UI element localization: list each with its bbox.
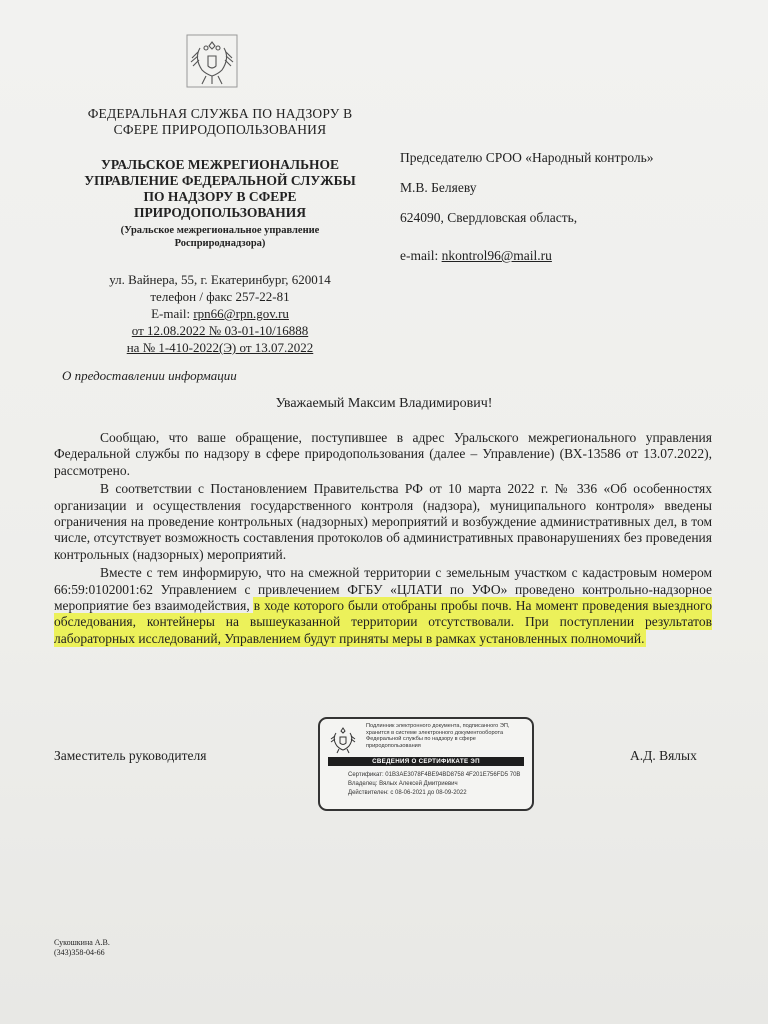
sender-address: ул. Вайнера, 55, г. Екатеринбург, 620014 bbox=[109, 272, 331, 287]
department-name bbox=[40, 157, 400, 221]
department-short-line: (Уральское межрегиональное управление bbox=[120, 225, 320, 236]
department-line: УРАЛЬСКОЕ МЕЖРЕГИОНАЛЬНОЕ bbox=[100, 157, 340, 172]
paragraph-3-text: Вместе с тем информирую, что на смежной территории с земельным участком с кадастровым номером 66:59:0102001:62 Управлением с привлечением ФГБУ «ЦЛАТИ по УФО» проведено контрольно-надзорное мероприятие без взаимодействия, bbox=[54, 565, 712, 614]
paragraph-2: В соответствии с Постановлением Правительства РФ от 10 марта 2022 г. № 336 «Об особенностях организации и осуществления государственного контроля (надзора), муниципального контроля» введены ограничения на проведение контрольных (надзорных) мероприятий и возбуждение административных дел, в том числе, отсутствует возможность составления протоколов об административных правонарушениях без проведения контрольных (надзорных) мероприятий. bbox=[54, 481, 712, 562]
recipient-address: 624090, Свердловская область, bbox=[400, 210, 578, 225]
incoming-reference: на № 1-410-2022(Э) от 13.07.2022 bbox=[126, 340, 314, 355]
recipient-title: Председателю СРОО «Народный контроль» bbox=[400, 150, 654, 165]
letter-subject: О предоставлении информации bbox=[62, 368, 237, 383]
stamp-header: СВЕДЕНИЯ О СЕРТИФИКАТЕ ЭП bbox=[328, 757, 524, 766]
outgoing-reference: от 12.08.2022 № 03-01-10/16888 bbox=[131, 323, 309, 338]
stamp-validity: Действителен: с 08-06-2021 до 08-09-2022 bbox=[348, 790, 467, 796]
coat-of-arms-icon bbox=[328, 725, 358, 755]
department-short-line: Росприроднадзора) bbox=[174, 238, 266, 249]
department-short-name bbox=[40, 224, 400, 250]
recipient-block bbox=[400, 150, 740, 278]
sender-email-label: E-mail: bbox=[151, 306, 194, 321]
executor-phone: (343)358-04-66 bbox=[54, 948, 105, 957]
sender-email-link[interactable]: rpn66@rpn.gov.ru bbox=[193, 306, 289, 321]
signer-title: Заместитель руководителя bbox=[54, 748, 207, 763]
executor-name: Сукошкина А.В. bbox=[54, 938, 110, 947]
electronic-signature-stamp bbox=[318, 717, 534, 811]
recipient-name: М.В. Беляеву bbox=[400, 180, 477, 195]
agency-line: СФЕРЕ ПРИРОДОПОЛЬЗОВАНИЯ bbox=[113, 122, 327, 137]
stamp-certificate: Сертификат: 01B3AE3078F4BE94BD8758 4F201E756FD5 70B bbox=[348, 772, 521, 778]
sender-phone: телефон / факс 257-22-81 bbox=[150, 289, 290, 304]
department-line: ПО НАДЗОРУ В СФЕРЕ bbox=[143, 189, 297, 204]
stamp-details bbox=[348, 771, 520, 798]
signer-name: А.Д. Вялых bbox=[630, 748, 697, 763]
agency-name bbox=[40, 106, 400, 138]
agency-line: ФЕДЕРАЛЬНАЯ СЛУЖБА ПО НАДЗОРУ В bbox=[87, 106, 353, 121]
sender-contacts bbox=[40, 271, 400, 356]
paragraph-3 bbox=[54, 565, 712, 647]
letter-body bbox=[54, 430, 712, 649]
recipient-email-link[interactable]: nkontrol96@mail.ru bbox=[441, 248, 552, 263]
paragraph-1: Сообщаю, что ваше обращение, поступившее в адрес Уральского межрегионального управления Федеральной службы по надзору в сфере природопользования (далее – Управление) (ВХ-13586 от 13.07.2022), рассмотрено. bbox=[54, 430, 712, 478]
stamp-intro-text: Подлинник электронного документа, подписанного ЭП, хранится в системе электронного документооборота Федеральной службы по надзору в сфере природопользования bbox=[366, 723, 510, 749]
executor-info bbox=[54, 938, 110, 958]
coat-of-arms-icon bbox=[186, 34, 238, 88]
department-line: УПРАВЛЕНИЕ ФЕДЕРАЛЬНОЙ СЛУЖБЫ bbox=[84, 173, 356, 188]
highlighted-text: в ходе которого были отобраны пробы почв. На момент проведения выездного обследования, контейнеры на вышеуказанной территории отсутствовали. При поступлении результатов лабораторных исследований, Управлением будут приняты меры в рамках установленных полномочий. bbox=[54, 598, 713, 646]
greeting: Уважаемый Максим Владимирович! bbox=[275, 396, 493, 411]
recipient-email-row bbox=[400, 248, 740, 264]
recipient-email-label: e-mail: bbox=[400, 248, 442, 263]
stamp-owner: Владелец: Вялых Алексей Дмитриевич bbox=[348, 781, 458, 787]
department-line: ПРИРОДОПОЛЬЗОВАНИЯ bbox=[133, 205, 307, 220]
sender-email-row bbox=[40, 305, 400, 322]
